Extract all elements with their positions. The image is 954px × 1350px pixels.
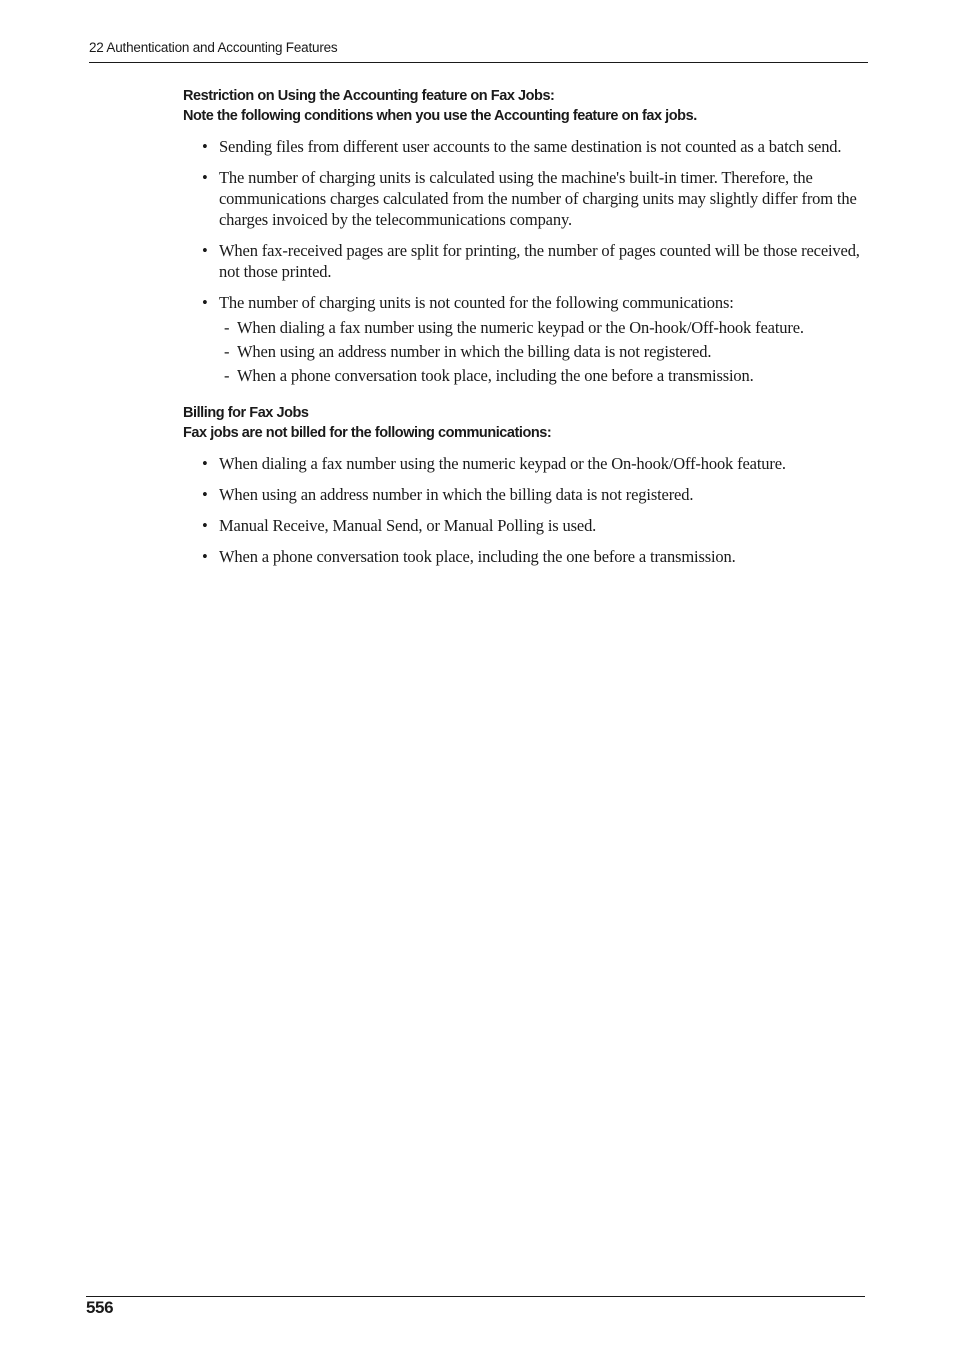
- sub-list-item-text: When dialing a fax number using the numeric keypad or the On-hook/Off-hook feature.: [237, 318, 804, 337]
- list-item: [183, 484, 869, 505]
- restriction-subheading: Note the following conditions when you use the Accounting feature on fax jobs.: [183, 108, 697, 124]
- list-item: [183, 292, 869, 386]
- list-item-text: Sending files from different user accounts to the same destination is not counted as a batch send.: [219, 137, 842, 156]
- bullet-marker: •: [202, 293, 208, 312]
- sub-list-item: [219, 365, 869, 386]
- bullet-marker: •: [202, 168, 208, 187]
- sub-list-item: [219, 341, 869, 362]
- billing-bullet-list: [183, 453, 869, 567]
- list-item: [183, 136, 869, 157]
- restriction-section: [183, 86, 869, 386]
- restriction-heading: Restriction on Using the Accounting feature on Fax Jobs:: [183, 88, 555, 104]
- sub-list-item-text: When a phone conversation took place, including the one before a transmission.: [237, 366, 754, 385]
- list-item-text: When using an address number in which the billing data is not registered.: [219, 485, 694, 504]
- sub-list-item: [219, 317, 869, 338]
- bullet-marker: •: [202, 454, 208, 473]
- footer-rule: [86, 1296, 865, 1297]
- billing-subheading: Fax jobs are not billed for the following communications:: [183, 425, 552, 441]
- sub-item-list: [219, 317, 869, 386]
- bullet-marker: •: [202, 516, 208, 535]
- billing-section: [183, 403, 869, 567]
- running-header: 22 Authentication and Accounting Features: [89, 40, 338, 55]
- dash-marker: -: [224, 318, 230, 337]
- dash-marker: -: [224, 366, 230, 385]
- bullet-marker: •: [202, 547, 208, 566]
- list-item-text: The number of charging units is not counted for the following communications:: [219, 293, 734, 312]
- bullet-marker: •: [202, 485, 208, 504]
- restriction-bullet-list: [183, 136, 869, 386]
- bullet-marker: •: [202, 241, 208, 260]
- list-item-text: When a phone conversation took place, including the one before a transmission.: [219, 547, 736, 566]
- header-rule: [89, 62, 868, 63]
- list-item: [183, 546, 869, 567]
- list-item-text: The number of charging units is calculated using the machine's built-in timer. Therefore, the communications charges calculated from the number of charging units may slightly differ from the charges invoiced by the telecommunications company.: [219, 168, 857, 229]
- list-item-text: When dialing a fax number using the numeric keypad or the On-hook/Off-hook feature.: [219, 454, 786, 473]
- list-item: [183, 453, 869, 474]
- billing-heading: Billing for Fax Jobs: [183, 405, 309, 421]
- dash-marker: -: [224, 342, 230, 361]
- page-number: 556: [86, 1298, 114, 1317]
- list-item: [183, 167, 869, 230]
- page-content: [183, 86, 869, 577]
- list-item-text: When fax-received pages are split for printing, the number of pages counted will be those received, not those printed.: [219, 241, 860, 281]
- list-item-text: Manual Receive, Manual Send, or Manual Polling is used.: [219, 516, 597, 535]
- list-item: [183, 240, 869, 282]
- sub-list-item-text: When using an address number in which the billing data is not registered.: [237, 342, 712, 361]
- bullet-marker: •: [202, 137, 208, 156]
- list-item: [183, 515, 869, 536]
